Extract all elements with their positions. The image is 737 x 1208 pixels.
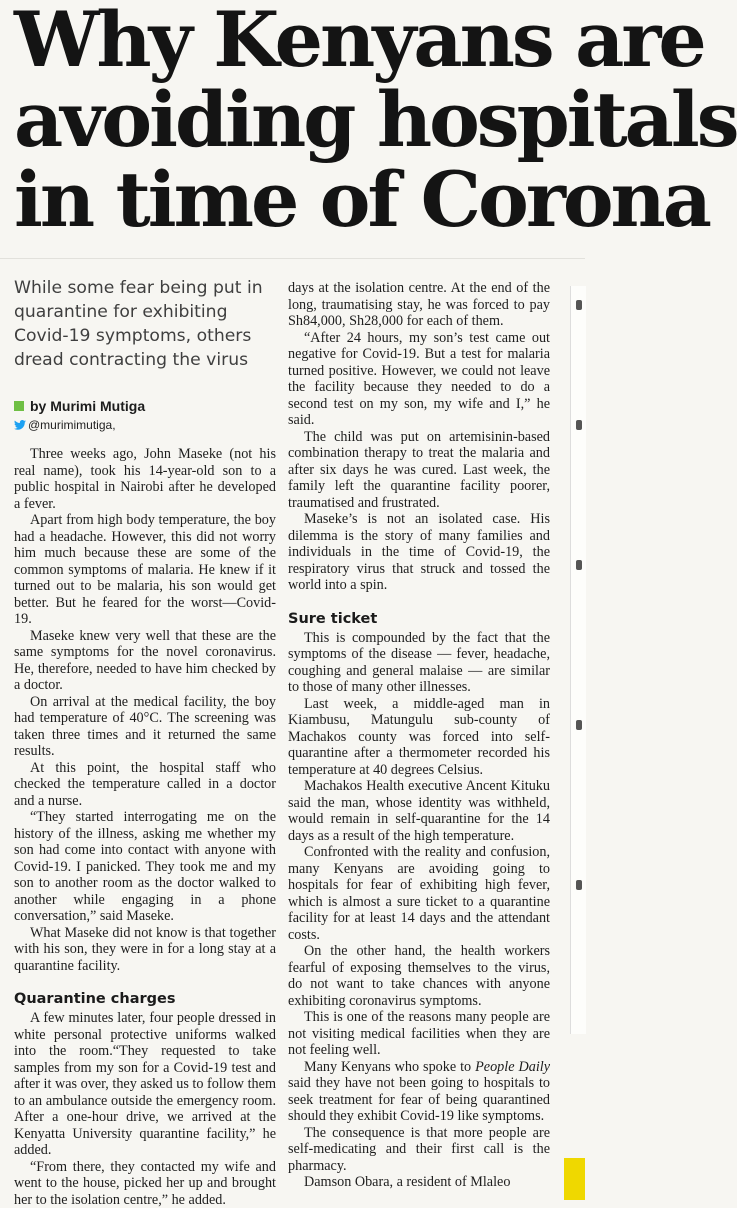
text-run: said they have not been going to hospitals to seek treatment for fear of being quarantined should they exhibit Covid-19 like symptoms. <box>288 1075 550 1124</box>
green-square-icon <box>14 401 24 411</box>
paragraph: Machakos Health executive Ancent Kituku said the man, whose identity was withheld, would remain in self-quarantine for the 14 days as a result of the high temperature. <box>288 778 550 844</box>
paragraph: This is one of the reasons many people are not visiting medical facilities when they are not feeling well. <box>288 1009 550 1059</box>
publication-name: People Daily <box>475 1059 550 1075</box>
paragraph: Maseke knew very well that these are the same symptoms for the novel coronavirus. He, therefore, needed to have him checked by a doctor. <box>14 628 276 694</box>
yellow-accent-block <box>564 1158 585 1200</box>
paragraph: The child was put on artemisinin-based combination therapy to treat the malaria and after six days he was cured. Last week, the family left the quarantine facility poorer, traumatised and frustrated. <box>288 429 550 512</box>
headline <box>14 0 599 256</box>
paragraph: Maseke’s is not an isolated case. His dilemma is the story of many families and individuals in the time of Covid-19, the respiratory virus that struck and tossed the world into a spin. <box>288 511 550 594</box>
paragraph: On arrival at the medical facility, the boy had temperature of 40°C. The screening was taken three times and it returned the same results. <box>14 694 276 760</box>
article-column-right <box>288 280 550 1200</box>
adjacent-column-edge <box>570 286 586 1034</box>
paragraph: “After 24 hours, my son’s test came out negative for Covid-19. But a test for malaria turned positive. However, we could not leave the facility because they needed to do a second test on my son, my wife and I,” he said. <box>288 330 550 429</box>
paragraph: Last week, a middle-aged man in Kiambusu, Matungulu sub-county of Machakos county was forced into self-quarantine after a thermometer recorded his temperature at 40 degrees Celsius. <box>288 696 550 779</box>
paragraph <box>288 1059 550 1125</box>
adjacent-text-fragment <box>576 880 582 890</box>
subheading-quarantine-charges: Quarantine charges <box>14 990 276 1008</box>
author-name: by Murimi Mutiga <box>30 398 145 414</box>
text-run: Many Kenyans who spoke to <box>304 1059 475 1075</box>
byline <box>14 396 280 434</box>
paragraph: The consequence is that more people are self-medicating and their first call is the pharmacy. <box>288 1125 550 1175</box>
author-row <box>14 396 280 416</box>
divider <box>0 258 585 259</box>
paragraph: “They started interrogating me on the history of the illness, asking me whether my son had come into contact with anyone with Covid-19. I panicked. They took me and my son to another room as the doctor walked to another while engaging in a phone conversation,” said Maseke. <box>14 809 276 925</box>
paragraph: A few minutes later, four people dressed in white personal protective uniforms walked into the room.“They requested to take samples from my son for a Covid-19 test and after it was over, they asked us to follow them to an ambulance outside the emergency room. After a one-hour drive, we arrived at the Kenyatta University quarantine facility,” he added. <box>14 1010 276 1159</box>
paragraph: days at the isolation centre. At the end of the long, traumatising stay, he was forced to pay Sh84,000, Sh28,000 for each of them. <box>288 280 550 330</box>
adjacent-text-fragment <box>576 560 582 570</box>
paragraph: Three weeks ago, John Maseke (not his real name), took his 14-year-old son to a public hospital in Nairobi after he developed a fever. <box>14 446 276 512</box>
headline-line-2: avoiding hospitals <box>14 80 599 160</box>
headline-line-3: in time of Corona <box>14 160 599 240</box>
twitter-bird-icon <box>14 420 26 430</box>
article-column-left <box>14 446 276 1200</box>
paragraph: Confronted with the reality and confusion, many Kenyans are avoiding going to hospitals for fear of exhibiting high fever, which is almost a sure ticket to a quarantine facility for at least 14 days and the attendant costs. <box>288 844 550 943</box>
standfirst: While some fear being put in quarantine for exhibiting Covid-19 symptoms, others dread contracting the virus <box>14 276 280 372</box>
paragraph: At this point, the hospital staff who checked the temperature called in a doctor and a nurse. <box>14 760 276 810</box>
paragraph: This is compounded by the fact that the symptoms of the disease — fever, headache, coughing and general malaise — are similar to those of many other illnesses. <box>288 630 550 696</box>
adjacent-text-fragment <box>576 300 582 310</box>
paragraph: Damson Obara, a resident of Mlaleo <box>288 1174 550 1191</box>
adjacent-text-fragment <box>576 720 582 730</box>
adjacent-text-fragment <box>576 420 582 430</box>
paragraph: Apart from high body temperature, the boy had a headache. However, this did not worry him much because these are some of the common symptoms of malaria. He knew if it turned out to be malaria, his son would get better. But he feared for the worst—Covid-19. <box>14 512 276 628</box>
paragraph: On the other hand, the health workers fearful of exposing themselves to the virus, do not want to take chances with anyone exhibiting coronavirus symptoms. <box>288 943 550 1009</box>
subheading-sure-ticket: Sure ticket <box>288 610 550 628</box>
handle-row <box>14 416 280 434</box>
paragraph: “From there, they contacted my wife and went to the house, picked her up and brought her to the isolation centre,” he added. <box>14 1159 276 1208</box>
headline-line-1: Why Kenyans are <box>14 0 599 80</box>
author-handle: @murimimutiga, <box>28 418 116 432</box>
paragraph: What Maseke did not know is that together with his son, they were in for a long stay at a quarantine facility. <box>14 925 276 975</box>
